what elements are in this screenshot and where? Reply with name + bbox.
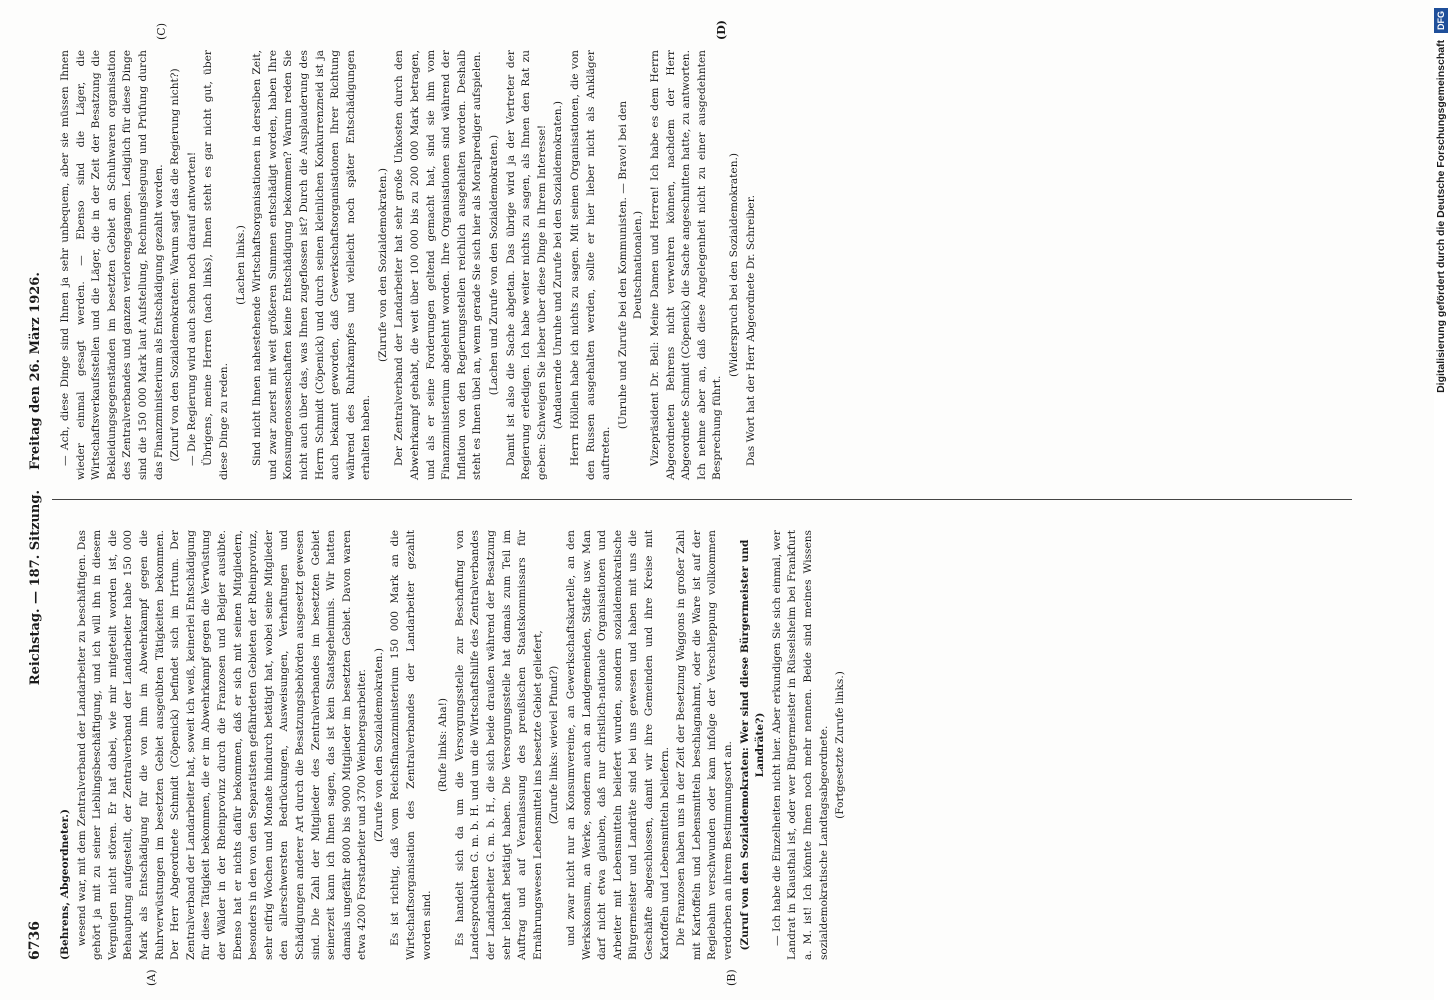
paragraph: Herrn Höllein habe ich nichts zu sagen. Mit seinen Organisationen, die von den Russen ausgehalten werden, sollte er hier lieber nicht als Ankläger auftreten.: [569, 50, 613, 480]
rotated-page-content: [24, 20, 1364, 986]
session-title: Reichstag. — 187. Sitzung.: [28, 490, 43, 686]
paragraph: — Die Regierung wird auch schon noch darauf antworten!: [185, 151, 198, 466]
paragraph: Vizepräsident Dr. Bell: Meine Damen und Herren! Ich habe es dem Herrn Abgeordneten Behrens nicht verwehren können, nachdem der Herr Abgeordnete Schmidt (Cöpenick) die Sache angeschnitten hatte, zu antworten. Ich nehme aber an, daß diese Angelegenheit nicht zu einer ausgedehnten Besprechung führt.: [648, 50, 724, 480]
funding-note-text: Digitalisierung gefördert durch die Deutsche Forschungsgemeinschaft: [1435, 39, 1447, 393]
paragraph: — Ich habe die Einzelheiten nicht hier. Aber erkundigen Sie sich einmal, wer Landrat in Klausthal ist, oder wer Bürgermeister in Rüsselsheim bei Frankfurt a. M. ist! Ich könnte Ihnen noch mehr nennen. Beide sind meines Wissens sozialdemokratische Landtagsabgeordnete.: [770, 530, 830, 960]
funding-note-strip: [1408, 8, 1447, 992]
paragraph: wesend war, mit dem Zentralverband der Landarbeiter zu beschäftigen. Das gehört ja mit zu seiner Lieblingsbeschäftigung, und ich will ihn in diesem Vergnügen nicht stören. Er hat dabei, wie mir mitgeteilt worden ist, die Behauptung aufgestellt, der Zentralverband der Landarbeiter habe 150 000 Mark als Entschädigung für die von ihm im Abwehrkampf gegen die Ruhrverwüstungen im besetzten Gebiet ausgeübten Tätigkeiten bekommen. Der Herr Abgeordnete Schmidt (Cöpenick) befindet sich im Irrtum. Der Zentralverband der Landarbeiter hat, soweit ich weiß, keinerlei Entschädigung für diese Tätigkeit bekommen, die er im Abwehrkampf gegen die Verwüstung der Wälder in der Rheinprovinz durch die Franzosen und Belgier ausübte. Ebenso hat er nichts dafür bekommen, daß er sich mit seinen Mitgliedern, besonders in den von den Separatisten gefährdeten Gebieten der Rheinprovinz, sehr eifrig Wochen und Monate hindurch betätigt hat, wobei seine Mitglieder den allerschwersten Bedrückungen, Ausweisungen, Verhaftungen und Schädigungen anderer Art durch die Besatzungsbehörden ausgesetzt gewesen sind. Die Zahl der Mitglieder des Zentralverbandes im besetzten Gebiet seinerzeit kann ich Ihnen sagen, das ist kein Staatsgeheimnis. Wir hatten damals ungefähr 8000 bis 9000 Mitglieder im besetzten Gebiet. Davon waren etwa 4200 Forstarbeiter und 3700 Weinbergsarbeiter.: [75, 530, 369, 960]
paragraph: Es handelt sich da um die Versorgungsstelle zur Beschaffung von Landesprodukten G. m. b. H. und um die Wirtschaftshilfe des Zentralverbandes der Landarbeiter G. m. b. H., die sich beide draußen während der Besatzung sehr lebhaft betätigt haben. Die Versorgungsstelle hat damals zum Teil im Auftrag und auf Veranlassung des preußischen Staatskommissars für Ernährungswesen Lebensmittel ins besetzte Gebiet geliefert,: [453, 530, 544, 960]
right-column: [58, 50, 760, 480]
funding-note: [1430, 8, 1452, 992]
interjection: (Zurufe links: wieviel Pfund?): [548, 665, 561, 825]
interjection: (Widerspruch bei den Sozialdemokraten.): [727, 152, 740, 378]
paragraph: — Ach, diese Dinge sind Ihnen ja sehr unbequem, aber sie müssen Ihnen wieder einmal gesagt werden. — Ebenso sind die Läger, die Wirtschaftsverkaufsstellen und die Läger, die in der Zeit der Besatzung die Bekleidungsgegenständen im besetzten Gebiet an Schuhwaren organisation des Zentralverbandes und ganzen verlorengegangen. Lediglich für diese Dinge sind die 150 000 Mark laut Aufstellung, Rechnungslegung und Prüfung durch das Finanzministerium als Entschädigung gezahlt worden.: [59, 50, 165, 480]
paragraph: Sind nicht Ihnen nahestehende Wirtschaftsorganisationen in derselben Zeit, und zwar zuerst mit weit größeren Summen entschädigt worden, haben Ihre Konsumgenossenschaften keine Entschädigung bekommen? Warum reden Sie nicht auch über das, was Ihnen zugeflossen ist? Durch die Ausplauderung des Herrn Schmidt (Cöpenick) und durch seinen kleinlichen Konkurrenzneid ist ja auch bekannt geworden, daß Gewerkschaftsorganisationen Ihrer Richtung während des Ruhrkampfes und vielleicht noch später Entschädigungen erhalten haben.: [251, 50, 373, 480]
column-divider: [52, 499, 1352, 500]
interjection: (Zurufe von den Sozialdemokraten.): [372, 648, 385, 842]
interjection: (Lachen und Zurufe von den Sozialdemokraten.): [488, 134, 501, 396]
paragraph: Die Franzosen haben uns in der Zeit der Besetzung Waggons in großer Zahl mit Kartoffeln und Lebensmitteln beschlagnahmt, oder die Ware ist auf der Regiebahn verschwunden oder kam infolge der Verschleppung vollkommen verdorben an ihrem Bestimmungsort an.: [675, 530, 734, 960]
paragraph: Der Zentralverband der Landarbeiter hat sehr große Unkosten durch den Abwehrkampf gehabt, die weit über 100 000 bis zu 200 000 Mark betragen, und als er seine Forderungen geltend gemacht hat, sind sie ihm vom Finanzministerium abgelehnt worden. Ihre Organisationen sind während der Inflation von den Regierungsstellen reichlich ausgehalten worden. Deshalb steht es Ihnen übel an, wenn gerade Sie sich hier als Moralprediger aufspielen.: [393, 50, 484, 480]
interjection: (Rufe links: Aha!): [437, 697, 450, 793]
paragraph: Das Wort hat der Herr Abgeordnete Dr. Schreiber.: [744, 195, 757, 466]
margin-marker-c: (C): [155, 23, 168, 40]
margin-marker-b: (B): [725, 969, 738, 986]
session-date: Freitag den 26. März 1926.: [28, 272, 43, 470]
interjection: (Zuruf von den Sozialdemokraten: Wer sind diese Bürgermeister und Landräte?): [738, 539, 767, 951]
left-column: [58, 530, 850, 960]
page-number: 6736: [27, 921, 43, 960]
page-header: [24, 40, 50, 960]
paragraph: Übrigens, meine Herren (nach links), Ihnen steht es gar nicht gut, über diese Dinge zu reden.: [202, 50, 230, 480]
interjection: (Fortgesetzte Zurufe links.): [834, 671, 847, 819]
speaker-label: (Behrens, Abgeordneter.): [59, 809, 71, 960]
margin-marker-d: (D): [715, 20, 728, 40]
dfg-logo: DFG: [1434, 8, 1448, 33]
interjection: (Zurufe von den Sozialdemokraten.): [376, 168, 389, 362]
interjection: (Andauernde Unruhe und Zurufe bei den Sozialdemokraten.): [552, 100, 565, 430]
paragraph: und zwar nicht nur an Konsumvereine, an Gewerkschaftskartelle, an den Werkskonsum, an Werke, sondern auch an Landgemeinden, Städte usw. Man darf nicht etwa glauben, daß nur christlich-nationale Organisationen und Arbeiter mit Lebensmitteln beliefert wurden, sondern sozialdemokratische Bürgermeister und Landräte sind bei uns gewesen und haben mit uns die Geschäfte abgeschlossen, damit wir ihre Gemeinden und ihre Kreise mit Kartoffeln und Lebensmitteln beliefern.: [565, 530, 671, 960]
paragraph: Es ist richtig, daß vom Reichsfinanzministerium 150 000 Mark an die Wirtschaftsorganisation des Zentralverbandes der Landarbeiter gezahlt worden sind.: [389, 530, 433, 960]
interjection: (Unruhe und Zurufe bei den Kommunisten. — Bravo! bei den Deutschnationalen.): [616, 100, 645, 430]
margin-marker-a: (A): [145, 969, 158, 986]
interjection: (Zuruf von den Sozialdemokraten: Warum sagt das die Regierung nicht?): [169, 68, 182, 462]
paragraph: Damit ist also die Sache abgetan. Das übrige wird ja der Vertreter der Regierung erledigen. Ich habe weiter nichts zu sagen, als Ihnen den Rat zu geben: Schweigen Sie lieber über diese Dinge in Ihrem Interesse!: [504, 50, 548, 480]
interjection: (Lachen links.): [234, 225, 247, 305]
